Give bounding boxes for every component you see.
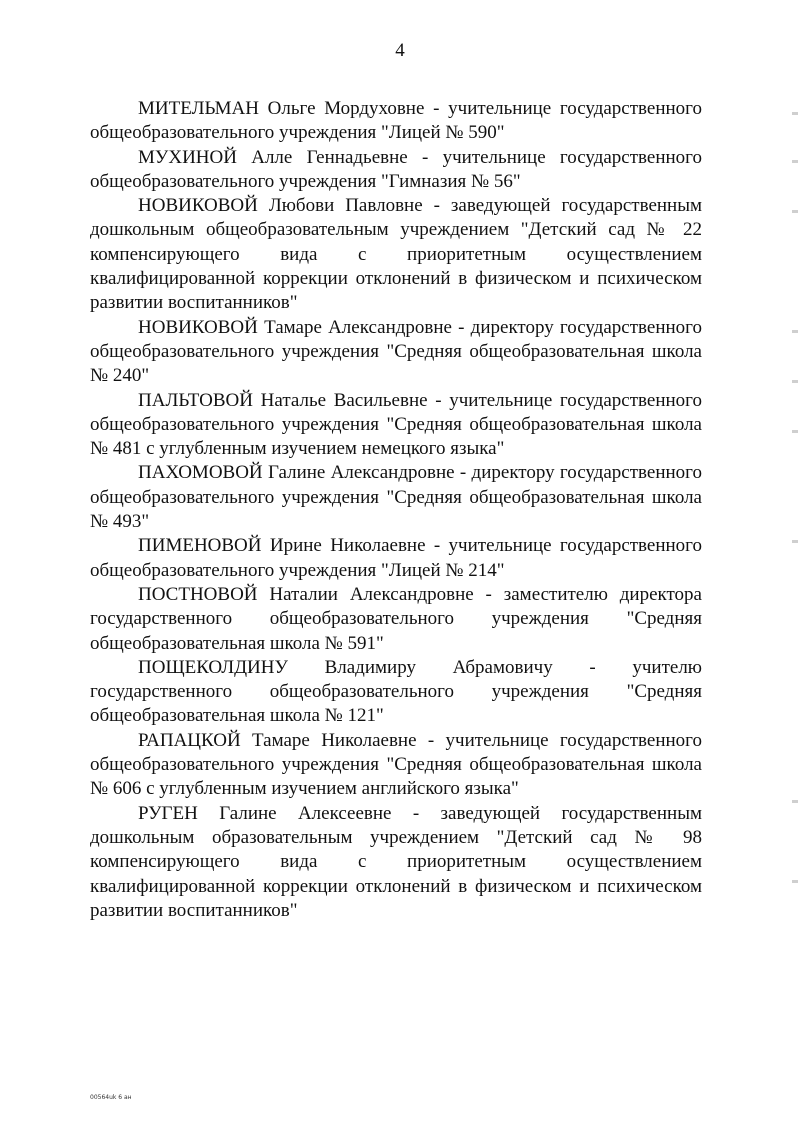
list-entry: НОВИКОВОЙ Тамаре Александровне - директору государственного общеобразовательного учреждения "Средняя общеобразовательная школа № 240": [90, 316, 702, 387]
scan-mark: [792, 540, 798, 543]
scan-mark: [792, 800, 798, 803]
scan-mark: [792, 880, 798, 883]
scan-mark: [792, 380, 798, 383]
scan-mark: [792, 210, 798, 213]
list-entry: МУХИНОЙ Алле Геннадьевне - учительнице государственного общеобразовательного учреждения "Гимназия № 56": [90, 146, 702, 192]
scan-mark: [792, 112, 798, 115]
list-entry: РАПАЦКОЙ Тамаре Николаевне - учительнице государственного общеобразовательного учреждения "Средняя общеобразовательная школа № 606 с углубленным изучением английского языка": [90, 729, 702, 800]
scan-mark: [792, 430, 798, 433]
list-entry: ПАЛЬТОВОЙ Наталье Васильевне - учительнице государственного общеобразовательного учреждения "Средняя общеобразовательная школа № 481 с углубленным изучением немецкого языка": [90, 389, 702, 460]
scan-mark: [792, 330, 798, 333]
list-entry: ПОЩЕКОЛДИНУ Владимиру Абрамовичу - учителю государственного общеобразовательного учреждения "Средняя общеобразовательная школа № 121": [90, 656, 702, 727]
list-entry: ПОСТНОВОЙ Наталии Александровне - заместителю директора государственного общеобразовательного учреждения "Средняя общеобразовательная школа № 591": [90, 583, 702, 654]
list-entry: НОВИКОВОЙ Любови Павловне - заведующей государственным дошкольным общеобразовательным учреждением "Детский сад № 22 компенсирующего вида с приоритетным осуществлением квалифицированной коррекции отклонений в физическом и психическом развитии воспитанников": [90, 195, 702, 314]
list-entry: ПАХОМОВОЙ Галине Александровне - директору государственного общеобразовательного учреждения "Средняя общеобразовательная школа № 493": [90, 462, 702, 533]
page-number: 4: [395, 40, 405, 61]
award-list: [90, 97, 702, 923]
scan-mark: [792, 160, 798, 163]
scan-edge-artifacts: [790, 0, 800, 1133]
list-entry: МИТЕЛЬМАН Ольге Мордуховне - учительнице государственного общеобразовательного учреждения "Лицей № 590": [90, 98, 702, 144]
list-entry: ПИМЕНОВОЙ Ирине Николаевне - учительнице государственного общеобразовательного учреждения "Лицей № 214": [90, 535, 702, 581]
document-code: 00564uk 6 ан: [90, 1094, 132, 1101]
list-entry: РУГЕН Галине Алексеевне - заведующей государственным дошкольным образовательным учреждением "Детский сад № 98 компенсирующего вида с приоритетным осуществлением квалифицированной коррекции отклонений в физическом и психическом развитии воспитанников": [90, 802, 702, 921]
